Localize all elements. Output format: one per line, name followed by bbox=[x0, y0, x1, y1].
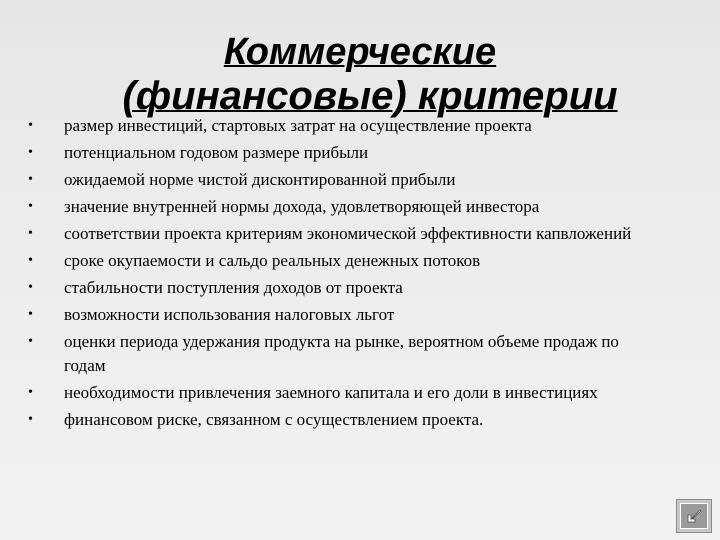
bullet-icon: • bbox=[28, 280, 33, 295]
list-item-text: ожидаемой норме чистой дисконтированной прибыли bbox=[64, 170, 456, 189]
list-item bbox=[28, 303, 638, 327]
list-item bbox=[28, 381, 638, 405]
bullet-icon: • bbox=[28, 412, 33, 427]
list-item-text: возможности использования налоговых льгот bbox=[64, 305, 395, 324]
list-item-text: оценки периода удержания продукта на рынке, вероятном объеме продаж по годам bbox=[64, 332, 619, 375]
bullet-icon: • bbox=[28, 307, 33, 322]
return-arrow-icon bbox=[684, 507, 704, 525]
return-button-face[interactable] bbox=[680, 503, 708, 529]
slide-title bbox=[60, 30, 660, 118]
list-item bbox=[28, 408, 638, 432]
list-item-text: сроке окупаемости и сальдо реальных денежных потоков bbox=[64, 251, 481, 270]
list-item bbox=[28, 168, 638, 192]
bullet-icon: • bbox=[28, 172, 33, 187]
list-item bbox=[28, 195, 638, 219]
list-item-text: необходимости привлечения заемного капитала и его доли в инвестициях bbox=[64, 383, 598, 402]
return-button[interactable] bbox=[676, 499, 712, 533]
list-item-text: значение внутренней нормы дохода, удовлетворяющей инвестора bbox=[64, 197, 540, 216]
title-line-1: Коммерческие bbox=[223, 31, 497, 73]
list-item bbox=[28, 222, 638, 246]
list-item bbox=[28, 276, 638, 300]
bullet-icon: • bbox=[28, 118, 33, 133]
bullet-icon: • bbox=[28, 145, 33, 160]
bullet-icon: • bbox=[28, 385, 33, 400]
list-item bbox=[28, 249, 638, 273]
list-item-text: стабильности поступления доходов от проекта bbox=[64, 278, 403, 297]
title-line-2: (финансовые) критерии bbox=[122, 74, 618, 118]
bullet-icon: • bbox=[28, 226, 33, 241]
bullet-icon: • bbox=[28, 334, 33, 349]
list-item-text: финансовом риске, связанном с осуществлением проекта. bbox=[64, 410, 484, 429]
list-item bbox=[28, 330, 638, 378]
bullet-icon: • bbox=[28, 253, 33, 268]
list-item bbox=[28, 141, 638, 165]
list-item-text: соответствии проекта критериям экономической эффективности капвложений bbox=[64, 224, 632, 243]
criteria-list bbox=[28, 114, 638, 435]
list-item-text: потенциальном годовом размере прибыли bbox=[64, 143, 369, 162]
bullet-icon: • bbox=[28, 199, 33, 214]
list-item-text: размер инвестиций, стартовых затрат на осуществление проекта bbox=[64, 116, 532, 135]
